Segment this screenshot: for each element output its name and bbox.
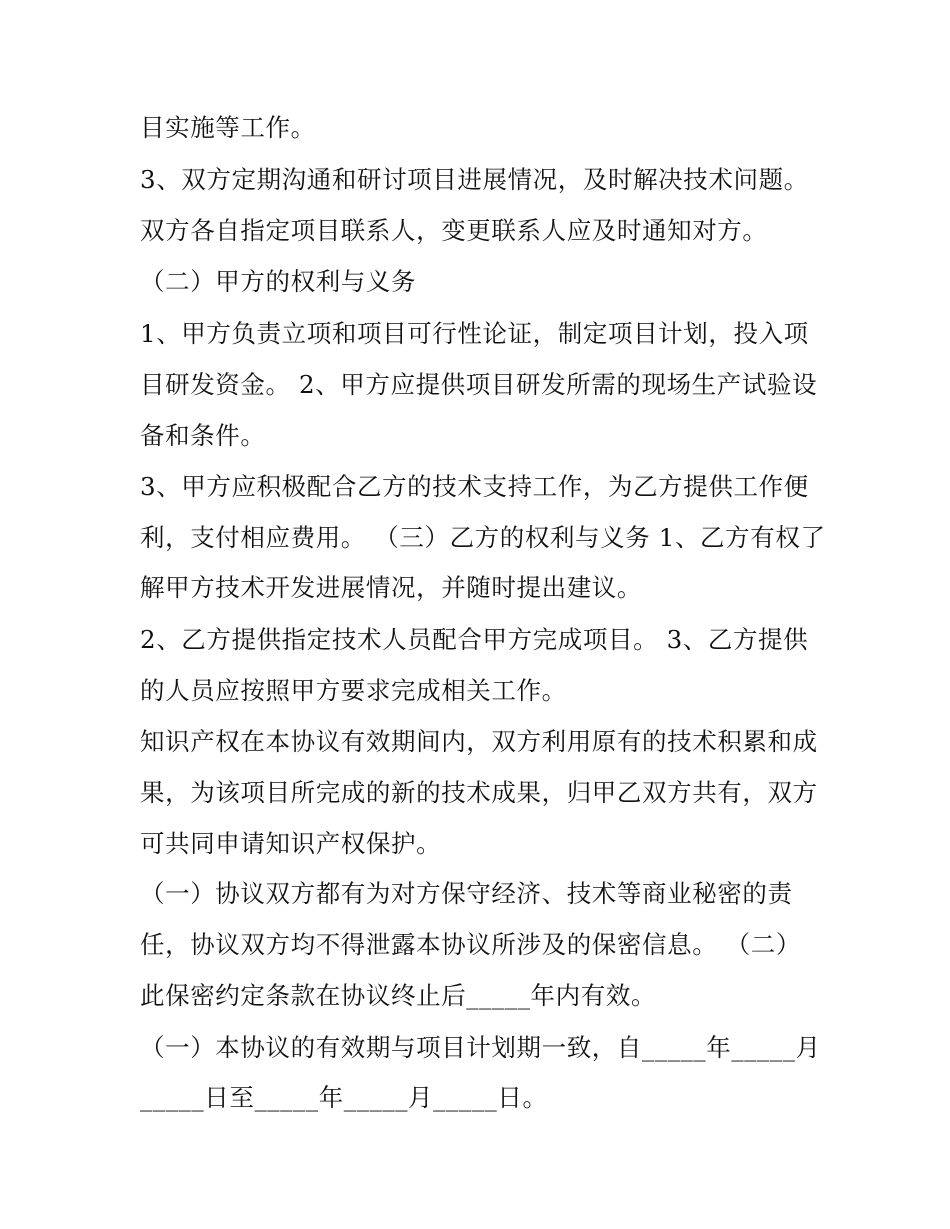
text-line: （二）甲方的权利与义务: [140, 267, 417, 296]
text-line: 的人员应按照甲方要求完成相关工作。: [140, 676, 567, 705]
text-line: 3、甲方应积极配合乙方的技术支持工作，为乙方提供工作便: [140, 472, 809, 501]
text-line: 知识产权在本协议有效期间内，双方利用原有的技术积累和成: [140, 727, 818, 756]
text-line: （一）本协议的有效期与项目计划期一致，自_____年_____月: [140, 1033, 821, 1062]
text-line: 3、双方定期沟通和研讨项目进展情况，及时解决技术问题。: [140, 165, 809, 194]
text-line: 2、乙方提供指定技术人员配合甲方完成项目。 3、乙方提供: [140, 625, 809, 654]
text-line: 目研发资金。 2、甲方应提供项目研发所需的现场生产试验设: [140, 370, 818, 399]
text-line: （一）协议双方都有为对方保守经济、技术等商业秘密的责: [140, 879, 793, 908]
text-line: 备和条件。: [140, 421, 266, 450]
text-line: 1、甲方负责立项和项目可行性论证，制定项目计划，投入项: [140, 319, 809, 348]
text-line: 解甲方技术开发进展情况，并随时提出建议。: [140, 573, 642, 602]
text-line: 此保密约定条款在协议终止后_____年内有效。: [140, 981, 657, 1010]
text-line: 任，协议双方均不得泄露本协议所涉及的保密信息。 （二）: [140, 930, 801, 959]
text-line: _____日至_____年_____月_____日。: [140, 1083, 548, 1112]
text-line: 利，支付相应费用。 （三）乙方的权利与义务 1、乙方有权了: [140, 523, 826, 552]
text-line: 可共同申请知识产权保护。: [140, 829, 442, 858]
text-line: 果，为该项目所完成的新的技术成果，归甲乙双方共有，双方: [140, 778, 818, 807]
text-line: 双方各自指定项目联系人，变更联系人应及时通知对方。: [140, 216, 768, 245]
text-line: 目实施等工作。: [140, 113, 316, 142]
